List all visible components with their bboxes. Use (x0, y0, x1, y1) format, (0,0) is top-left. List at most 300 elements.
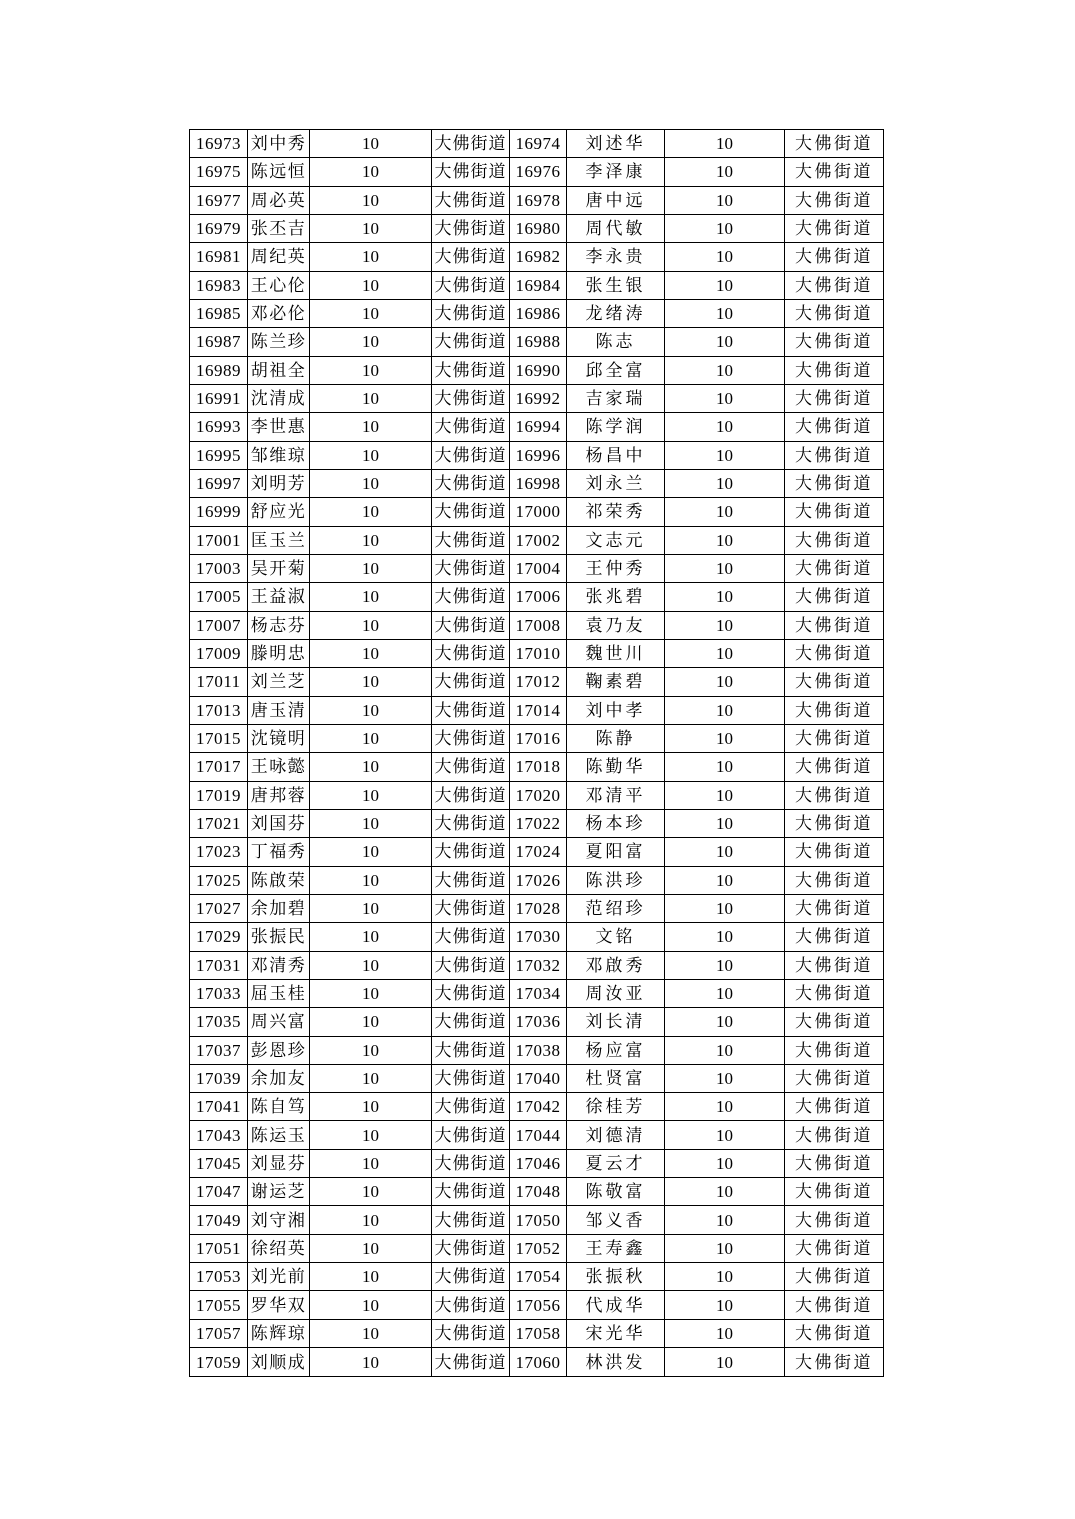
entry-district-cell: 大佛街道 (432, 668, 510, 696)
entry-district-cell: 大佛街道 (432, 243, 510, 271)
entry-id-cell: 16980 (510, 214, 567, 242)
entry-value-cell: 10 (665, 781, 785, 809)
entry-id-cell: 17009 (190, 639, 248, 667)
entry-value-cell: 10 (665, 469, 785, 497)
entry-district-cell: 大佛街道 (432, 554, 510, 582)
entry-name-cell: 刘中孝 (567, 696, 665, 724)
entry-id-cell: 17028 (510, 894, 567, 922)
entry-value-cell: 10 (665, 299, 785, 327)
entry-value-cell: 10 (310, 469, 432, 497)
entry-value-cell: 10 (310, 214, 432, 242)
entry-id-cell: 17005 (190, 583, 248, 611)
entry-district-cell: 大佛街道 (785, 214, 884, 242)
entry-value-cell: 10 (665, 639, 785, 667)
entry-district-cell: 大佛街道 (432, 1093, 510, 1121)
entry-id-cell: 17039 (190, 1064, 248, 1092)
entry-value-cell: 10 (665, 243, 785, 271)
entry-name-cell: 周兴富 (248, 1008, 310, 1036)
entry-value-cell: 10 (310, 1291, 432, 1319)
entry-district-cell: 大佛街道 (785, 866, 884, 894)
entry-name-cell: 周必英 (248, 186, 310, 214)
table-row (190, 328, 884, 356)
table-row (190, 1291, 884, 1319)
entry-district-cell: 大佛街道 (785, 639, 884, 667)
entry-district-cell: 大佛街道 (432, 781, 510, 809)
entry-name-cell: 陈运玉 (248, 1121, 310, 1149)
entry-value-cell: 10 (665, 413, 785, 441)
entry-name-cell: 陈志 (567, 328, 665, 356)
entry-district-cell: 大佛街道 (785, 328, 884, 356)
entry-name-cell: 刘述华 (567, 130, 665, 158)
table-row (190, 838, 884, 866)
entry-district-cell: 大佛街道 (785, 781, 884, 809)
entry-district-cell: 大佛街道 (785, 1348, 884, 1377)
entry-name-cell: 夏阳富 (567, 838, 665, 866)
entry-value-cell: 10 (310, 583, 432, 611)
entry-value-cell: 10 (665, 668, 785, 696)
entry-district-cell: 大佛街道 (785, 1319, 884, 1347)
entry-district-cell: 大佛街道 (785, 1178, 884, 1206)
entry-id-cell: 17027 (190, 894, 248, 922)
entry-name-cell: 徐绍英 (248, 1234, 310, 1262)
entry-id-cell: 16994 (510, 413, 567, 441)
entry-id-cell: 17011 (190, 668, 248, 696)
entry-id-cell: 17014 (510, 696, 567, 724)
entry-name-cell: 龙绪涛 (567, 299, 665, 327)
entry-name-cell: 林洪发 (567, 1348, 665, 1377)
entry-id-cell: 17049 (190, 1206, 248, 1234)
entry-value-cell: 10 (665, 498, 785, 526)
entry-value-cell: 10 (310, 1234, 432, 1262)
entry-name-cell: 夏云才 (567, 1149, 665, 1177)
entry-value-cell: 10 (665, 1149, 785, 1177)
entry-id-cell: 17035 (190, 1008, 248, 1036)
entry-value-cell: 10 (665, 979, 785, 1007)
entry-name-cell: 陈勤华 (567, 753, 665, 781)
entry-value-cell: 10 (310, 611, 432, 639)
entry-name-cell: 王仲秀 (567, 554, 665, 582)
entry-name-cell: 刘光前 (248, 1263, 310, 1291)
table-row (190, 1093, 884, 1121)
entry-name-cell: 刘长清 (567, 1008, 665, 1036)
entry-id-cell: 17032 (510, 951, 567, 979)
entry-name-cell: 邹义香 (567, 1206, 665, 1234)
entry-name-cell: 杨昌中 (567, 441, 665, 469)
entry-district-cell: 大佛街道 (432, 1064, 510, 1092)
entry-name-cell: 文铭 (567, 923, 665, 951)
entry-id-cell: 17004 (510, 554, 567, 582)
entry-district-cell: 大佛街道 (432, 1008, 510, 1036)
entry-value-cell: 10 (310, 186, 432, 214)
entry-id-cell: 17029 (190, 923, 248, 951)
entry-district-cell: 大佛街道 (432, 894, 510, 922)
entry-district-cell: 大佛街道 (432, 1121, 510, 1149)
entry-id-cell: 16996 (510, 441, 567, 469)
table-row (190, 724, 884, 752)
entry-value-cell: 10 (310, 866, 432, 894)
table-row (190, 1178, 884, 1206)
entry-name-cell: 李泽康 (567, 158, 665, 186)
entry-id-cell: 16995 (190, 441, 248, 469)
entry-value-cell: 10 (310, 554, 432, 582)
entry-name-cell: 唐玉清 (248, 696, 310, 724)
entry-district-cell: 大佛街道 (432, 498, 510, 526)
entry-value-cell: 10 (310, 498, 432, 526)
entry-district-cell: 大佛街道 (432, 186, 510, 214)
entry-id-cell: 17036 (510, 1008, 567, 1036)
entry-name-cell: 袁乃友 (567, 611, 665, 639)
entry-district-cell: 大佛街道 (785, 894, 884, 922)
entry-value-cell: 10 (665, 1093, 785, 1121)
entry-id-cell: 17043 (190, 1121, 248, 1149)
table-row (190, 866, 884, 894)
entry-id-cell: 17000 (510, 498, 567, 526)
table-row (190, 923, 884, 951)
entry-name-cell: 彭恩珍 (248, 1036, 310, 1064)
table-row (190, 526, 884, 554)
entry-id-cell: 17045 (190, 1149, 248, 1177)
entry-value-cell: 10 (310, 1149, 432, 1177)
entry-id-cell: 16990 (510, 356, 567, 384)
entry-district-cell: 大佛街道 (432, 1348, 510, 1377)
entry-id-cell: 16974 (510, 130, 567, 158)
entry-name-cell: 杜贤富 (567, 1064, 665, 1092)
entry-district-cell: 大佛街道 (432, 271, 510, 299)
entry-district-cell: 大佛街道 (432, 838, 510, 866)
entry-district-cell: 大佛街道 (432, 328, 510, 356)
table-row (190, 894, 884, 922)
table-row (190, 1263, 884, 1291)
entry-value-cell: 10 (310, 753, 432, 781)
entry-district-cell: 大佛街道 (432, 384, 510, 412)
entry-district-cell: 大佛街道 (785, 1121, 884, 1149)
entry-value-cell: 10 (310, 781, 432, 809)
entry-name-cell: 刘守湘 (248, 1206, 310, 1234)
entry-district-cell: 大佛街道 (432, 724, 510, 752)
entry-name-cell: 罗华双 (248, 1291, 310, 1319)
entry-id-cell: 16973 (190, 130, 248, 158)
entry-id-cell: 17030 (510, 923, 567, 951)
entry-name-cell: 刘显芬 (248, 1149, 310, 1177)
entry-value-cell: 10 (310, 299, 432, 327)
entry-value-cell: 10 (665, 724, 785, 752)
table-row (190, 583, 884, 611)
entry-district-cell: 大佛街道 (432, 469, 510, 497)
entry-district-cell: 大佛街道 (432, 639, 510, 667)
entry-id-cell: 17020 (510, 781, 567, 809)
roster-table-body (190, 130, 884, 1377)
entry-name-cell: 鞠素碧 (567, 668, 665, 696)
table-row (190, 1036, 884, 1064)
table-row (190, 356, 884, 384)
table-row (190, 809, 884, 837)
entry-id-cell: 16992 (510, 384, 567, 412)
entry-value-cell: 10 (665, 1036, 785, 1064)
entry-id-cell: 17055 (190, 1291, 248, 1319)
table-row (190, 441, 884, 469)
table-row (190, 469, 884, 497)
entry-value-cell: 10 (665, 1121, 785, 1149)
entry-name-cell: 陈静 (567, 724, 665, 752)
entry-name-cell: 陈敬富 (567, 1178, 665, 1206)
entry-value-cell: 10 (665, 894, 785, 922)
entry-value-cell: 10 (665, 271, 785, 299)
entry-value-cell: 10 (310, 838, 432, 866)
entry-value-cell: 10 (310, 1093, 432, 1121)
table-row (190, 1064, 884, 1092)
entry-value-cell: 10 (310, 526, 432, 554)
entry-name-cell: 谢运芝 (248, 1178, 310, 1206)
entry-id-cell: 17017 (190, 753, 248, 781)
entry-value-cell: 10 (665, 1008, 785, 1036)
entry-district-cell: 大佛街道 (432, 158, 510, 186)
entry-name-cell: 唐邦蓉 (248, 781, 310, 809)
entry-name-cell: 刘德清 (567, 1121, 665, 1149)
entry-id-cell: 17050 (510, 1206, 567, 1234)
entry-id-cell: 17012 (510, 668, 567, 696)
entry-value-cell: 10 (665, 1263, 785, 1291)
entry-district-cell: 大佛街道 (785, 186, 884, 214)
entry-id-cell: 17056 (510, 1291, 567, 1319)
entry-value-cell: 10 (665, 866, 785, 894)
entry-name-cell: 邓必伦 (248, 299, 310, 327)
entry-id-cell: 17021 (190, 809, 248, 837)
entry-name-cell: 代成华 (567, 1291, 665, 1319)
entry-id-cell: 16981 (190, 243, 248, 271)
entry-id-cell: 17026 (510, 866, 567, 894)
entry-value-cell: 10 (665, 356, 785, 384)
entry-value-cell: 10 (665, 1348, 785, 1377)
entry-name-cell: 范绍珍 (567, 894, 665, 922)
entry-district-cell: 大佛街道 (785, 271, 884, 299)
entry-id-cell: 17038 (510, 1036, 567, 1064)
entry-value-cell: 10 (310, 1036, 432, 1064)
entry-district-cell: 大佛街道 (432, 1206, 510, 1234)
entry-district-cell: 大佛街道 (432, 441, 510, 469)
entry-district-cell: 大佛街道 (432, 1263, 510, 1291)
entry-id-cell: 17053 (190, 1263, 248, 1291)
entry-name-cell: 吉家瑞 (567, 384, 665, 412)
entry-district-cell: 大佛街道 (785, 1234, 884, 1262)
entry-value-cell: 10 (665, 554, 785, 582)
entry-name-cell: 陈远恒 (248, 158, 310, 186)
entry-id-cell: 17052 (510, 1234, 567, 1262)
entry-name-cell: 周代敏 (567, 214, 665, 242)
entry-id-cell: 16988 (510, 328, 567, 356)
entry-name-cell: 王寿鑫 (567, 1234, 665, 1262)
entry-district-cell: 大佛街道 (785, 979, 884, 1007)
entry-value-cell: 10 (665, 611, 785, 639)
table-row (190, 554, 884, 582)
entry-name-cell: 丁福秀 (248, 838, 310, 866)
entry-name-cell: 李世惠 (248, 413, 310, 441)
entry-district-cell: 大佛街道 (432, 611, 510, 639)
entry-district-cell: 大佛街道 (432, 923, 510, 951)
entry-id-cell: 16997 (190, 469, 248, 497)
entry-district-cell: 大佛街道 (432, 130, 510, 158)
table-row (190, 158, 884, 186)
entry-district-cell: 大佛街道 (785, 753, 884, 781)
entry-district-cell: 大佛街道 (432, 526, 510, 554)
entry-district-cell: 大佛街道 (785, 384, 884, 412)
table-row (190, 413, 884, 441)
entry-name-cell: 刘兰芝 (248, 668, 310, 696)
entry-district-cell: 大佛街道 (432, 866, 510, 894)
entry-value-cell: 10 (665, 1234, 785, 1262)
entry-district-cell: 大佛街道 (785, 583, 884, 611)
entry-name-cell: 余加友 (248, 1064, 310, 1092)
entry-name-cell: 杨本珍 (567, 809, 665, 837)
entry-value-cell: 10 (310, 441, 432, 469)
entry-name-cell: 屈玉桂 (248, 979, 310, 1007)
entry-name-cell: 陈洪珍 (567, 866, 665, 894)
entry-id-cell: 17047 (190, 1178, 248, 1206)
table-row (190, 214, 884, 242)
table-row (190, 979, 884, 1007)
entry-id-cell: 17037 (190, 1036, 248, 1064)
entry-district-cell: 大佛街道 (785, 1291, 884, 1319)
entry-id-cell: 16998 (510, 469, 567, 497)
entry-district-cell: 大佛街道 (785, 130, 884, 158)
table-row (190, 753, 884, 781)
entry-value-cell: 10 (310, 356, 432, 384)
entry-value-cell: 10 (665, 1319, 785, 1347)
entry-name-cell: 文志元 (567, 526, 665, 554)
entry-name-cell: 杨应富 (567, 1036, 665, 1064)
entry-id-cell: 17033 (190, 979, 248, 1007)
entry-id-cell: 17006 (510, 583, 567, 611)
entry-district-cell: 大佛街道 (432, 1036, 510, 1064)
entry-name-cell: 唐中远 (567, 186, 665, 214)
entry-value-cell: 10 (665, 1291, 785, 1319)
entry-value-cell: 10 (665, 214, 785, 242)
entry-district-cell: 大佛街道 (785, 158, 884, 186)
entry-district-cell: 大佛街道 (785, 469, 884, 497)
entry-id-cell: 16978 (510, 186, 567, 214)
entry-id-cell: 17060 (510, 1348, 567, 1377)
entry-id-cell: 16975 (190, 158, 248, 186)
entry-id-cell: 17018 (510, 753, 567, 781)
entry-district-cell: 大佛街道 (785, 299, 884, 327)
entry-value-cell: 10 (665, 951, 785, 979)
entry-name-cell: 舒应光 (248, 498, 310, 526)
entry-name-cell: 张兆碧 (567, 583, 665, 611)
entry-district-cell: 大佛街道 (432, 696, 510, 724)
entry-name-cell: 王咏懿 (248, 753, 310, 781)
table-row (190, 1008, 884, 1036)
entry-id-cell: 17058 (510, 1319, 567, 1347)
entry-name-cell: 王益淑 (248, 583, 310, 611)
entry-id-cell: 16985 (190, 299, 248, 327)
entry-id-cell: 17022 (510, 809, 567, 837)
entry-id-cell: 17025 (190, 866, 248, 894)
entry-name-cell: 刘永兰 (567, 469, 665, 497)
entry-name-cell: 祁荣秀 (567, 498, 665, 526)
entry-name-cell: 沈清成 (248, 384, 310, 412)
table-row (190, 951, 884, 979)
entry-value-cell: 10 (665, 1064, 785, 1092)
entry-name-cell: 张丕吉 (248, 214, 310, 242)
entry-value-cell: 10 (310, 951, 432, 979)
entry-district-cell: 大佛街道 (785, 1064, 884, 1092)
entry-value-cell: 10 (665, 328, 785, 356)
entry-name-cell: 陈学润 (567, 413, 665, 441)
entry-id-cell: 17007 (190, 611, 248, 639)
entry-value-cell: 10 (665, 838, 785, 866)
entry-name-cell: 陈啟荣 (248, 866, 310, 894)
entry-district-cell: 大佛街道 (432, 753, 510, 781)
entry-name-cell: 邓啟秀 (567, 951, 665, 979)
entry-district-cell: 大佛街道 (432, 214, 510, 242)
entry-name-cell: 刘国芬 (248, 809, 310, 837)
entry-district-cell: 大佛街道 (432, 809, 510, 837)
entry-name-cell: 滕明忠 (248, 639, 310, 667)
entry-district-cell: 大佛街道 (432, 356, 510, 384)
entry-value-cell: 10 (310, 243, 432, 271)
table-row (190, 186, 884, 214)
entry-id-cell: 17042 (510, 1093, 567, 1121)
entry-name-cell: 周纪英 (248, 243, 310, 271)
entry-name-cell: 张生银 (567, 271, 665, 299)
entry-name-cell: 邱全富 (567, 356, 665, 384)
entry-id-cell: 17044 (510, 1121, 567, 1149)
entry-district-cell: 大佛街道 (785, 243, 884, 271)
entry-district-cell: 大佛街道 (432, 413, 510, 441)
entry-value-cell: 10 (310, 696, 432, 724)
entry-value-cell: 10 (310, 1008, 432, 1036)
entry-district-cell: 大佛街道 (432, 1234, 510, 1262)
roster-table (189, 129, 884, 1377)
entry-value-cell: 10 (665, 158, 785, 186)
entry-id-cell: 16976 (510, 158, 567, 186)
entry-name-cell: 匡玉兰 (248, 526, 310, 554)
table-row (190, 1206, 884, 1234)
table-row (190, 498, 884, 526)
entry-district-cell: 大佛街道 (432, 1319, 510, 1347)
entry-id-cell: 17003 (190, 554, 248, 582)
entry-district-cell: 大佛街道 (785, 554, 884, 582)
table-row (190, 611, 884, 639)
table-row (190, 384, 884, 412)
entry-id-cell: 16982 (510, 243, 567, 271)
entry-value-cell: 10 (310, 384, 432, 412)
entry-name-cell: 沈镜明 (248, 724, 310, 752)
entry-name-cell: 杨志芬 (248, 611, 310, 639)
table-row (190, 781, 884, 809)
entry-id-cell: 17041 (190, 1093, 248, 1121)
entry-value-cell: 10 (665, 809, 785, 837)
entry-id-cell: 16977 (190, 186, 248, 214)
entry-name-cell: 邓清平 (567, 781, 665, 809)
entry-value-cell: 10 (665, 696, 785, 724)
table-row (190, 243, 884, 271)
entry-value-cell: 10 (310, 1121, 432, 1149)
entry-district-cell: 大佛街道 (785, 668, 884, 696)
entry-value-cell: 10 (665, 186, 785, 214)
entry-district-cell: 大佛街道 (432, 979, 510, 1007)
entry-district-cell: 大佛街道 (785, 838, 884, 866)
entry-id-cell: 17048 (510, 1178, 567, 1206)
entry-name-cell: 周汝亚 (567, 979, 665, 1007)
entry-name-cell: 余加碧 (248, 894, 310, 922)
entry-id-cell: 16979 (190, 214, 248, 242)
entry-district-cell: 大佛街道 (785, 1093, 884, 1121)
table-row (190, 1149, 884, 1177)
entry-id-cell: 16986 (510, 299, 567, 327)
entry-value-cell: 10 (665, 1206, 785, 1234)
entry-id-cell: 17059 (190, 1348, 248, 1377)
entry-value-cell: 10 (310, 1178, 432, 1206)
